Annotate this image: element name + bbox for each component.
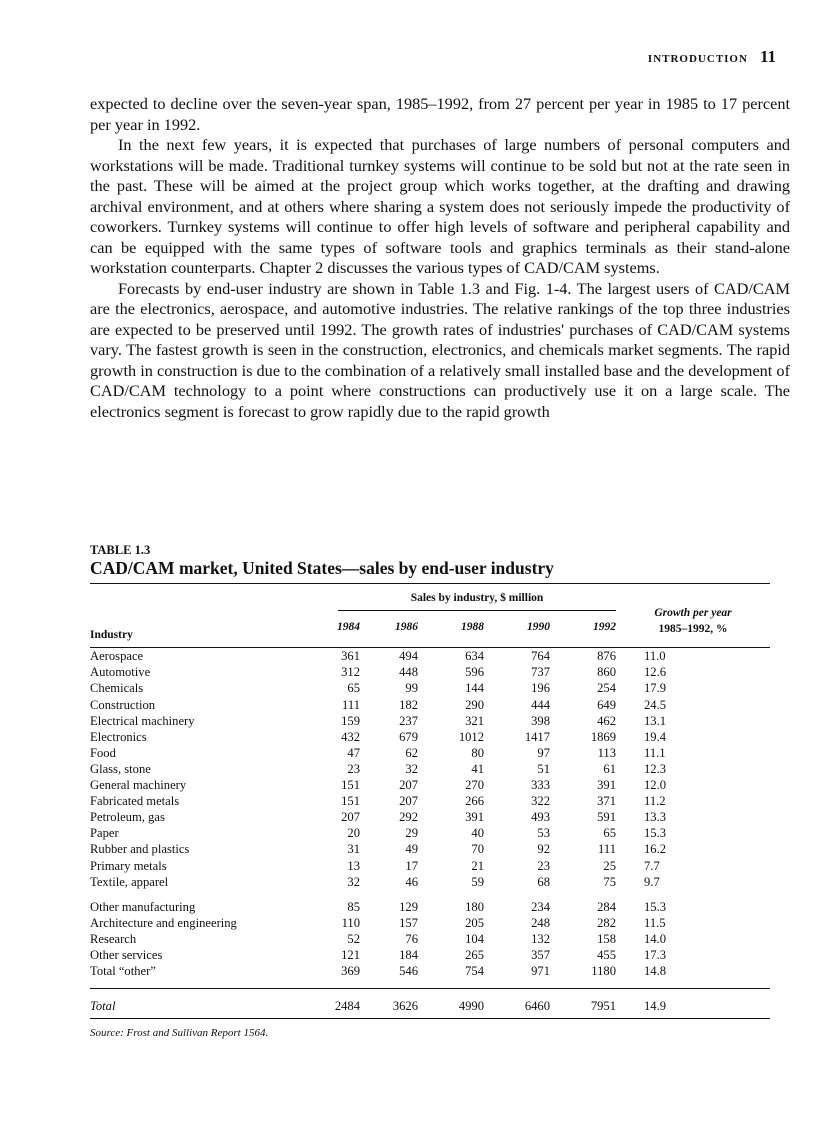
- sales-value: 265: [465, 947, 484, 962]
- sales-value: 59: [471, 874, 484, 889]
- industry-name: General machinery: [90, 778, 187, 793]
- group-header: Sales by industry, $ million: [338, 590, 616, 611]
- sales-value: 159: [341, 713, 360, 728]
- sales-value: 132: [531, 931, 550, 946]
- sales-value: 649: [597, 697, 616, 712]
- sales-value: 596: [465, 665, 484, 680]
- sales-value: 13: [347, 858, 360, 873]
- table-row: [90, 729, 770, 745]
- sales-value: 40: [471, 826, 484, 841]
- total-growth: 14.9: [616, 995, 770, 1019]
- total-value: 7951: [550, 995, 616, 1019]
- sales-value: 32: [347, 874, 360, 889]
- sales-value: 92: [537, 842, 550, 857]
- sales-value: 444: [531, 697, 550, 712]
- sales-value: 860: [597, 665, 616, 680]
- sales-value: 31: [347, 842, 360, 857]
- growth-header-line-1: Growth per year: [654, 607, 732, 620]
- sales-value: 80: [471, 745, 484, 760]
- sales-value: 97: [537, 745, 550, 760]
- sales-value: 47: [347, 745, 360, 760]
- industry-name: Chemicals: [90, 681, 144, 696]
- total-value: 6460: [484, 995, 550, 1019]
- sales-value: 270: [465, 778, 484, 793]
- sales-value: 51: [537, 761, 550, 776]
- industry-name: Research: [90, 931, 137, 946]
- table-row: [90, 931, 770, 947]
- sales-value: 234: [531, 899, 550, 914]
- table-body-main: [90, 648, 770, 890]
- growth-value: 24.5: [644, 697, 667, 712]
- sales-value: 679: [399, 729, 418, 744]
- table-row: [90, 809, 770, 825]
- growth-value: 15.3: [644, 899, 667, 914]
- total-label: Total: [90, 995, 308, 1019]
- growth-value: 12.3: [644, 761, 667, 776]
- total-value: 2484: [308, 995, 360, 1019]
- sales-value: 21: [471, 858, 484, 873]
- industry-name: Food: [90, 745, 116, 760]
- sales-value: 70: [471, 842, 484, 857]
- industry-name: Other manufacturing: [90, 899, 196, 914]
- sales-value: 111: [598, 842, 616, 857]
- sales-value: 357: [531, 947, 550, 962]
- growth-header-line-2: 1985–1992, %: [658, 623, 728, 636]
- sales-value: 462: [597, 713, 616, 728]
- table-row: [90, 761, 770, 777]
- industry-name: Textile, apparel: [90, 874, 169, 889]
- sales-value: 29: [405, 826, 418, 841]
- sales-value: 196: [531, 681, 550, 696]
- running-head: INTRODUCTION: [647, 53, 748, 65]
- sales-value: 371: [597, 794, 616, 809]
- table-title: CAD/CAM market, United States—sales by end-user industry: [90, 558, 554, 578]
- growth-value: 11.1: [644, 745, 666, 760]
- sales-value: 46: [405, 874, 418, 889]
- sales-value: 248: [531, 915, 550, 930]
- sales-value: 49: [405, 842, 418, 857]
- sales-value: 591: [597, 810, 616, 825]
- industry-name: Automotive: [90, 665, 151, 680]
- sales-value: 65: [347, 681, 360, 696]
- table-row: [90, 874, 770, 890]
- sales-value: 85: [347, 899, 360, 914]
- industry-name: Architecture and engineering: [90, 915, 237, 930]
- paragraph-2: In the next few years, it is expected that purchases of large numbers of personal computers and workstations will be made. Traditional turnkey systems will continue to be sold but not at the rate seen in the past. These will be aimed at the project group which works together, at the drafting and drawing archival environment, and at others where sharing a system does not seriously impede the productivity of coworkers. Turnkey systems will continue to offer high levels of software and peripheral capability and can be equipped with the same types of software tools and graphics terminals as their stand-alone workstation counterparts. Chapter 2 discusses the various types of CAD/CAM systems.: [90, 135, 790, 277]
- sales-value: 76: [405, 931, 418, 946]
- industry-name: Primary metals: [90, 858, 167, 873]
- industry-name: Electronics: [90, 729, 147, 744]
- table-row: [90, 664, 770, 680]
- table-body-other: [90, 899, 770, 979]
- sales-value: 391: [597, 778, 616, 793]
- sales-value: 494: [399, 649, 418, 664]
- sales-value: 23: [347, 761, 360, 776]
- industry-name: Total “other”: [90, 964, 156, 979]
- growth-value: 9.7: [644, 874, 660, 889]
- sales-value: 448: [399, 665, 418, 680]
- sales-value: 493: [531, 810, 550, 825]
- growth-value: 11.0: [644, 649, 666, 664]
- col-header-year: 1992: [550, 611, 616, 648]
- table-row: [90, 680, 770, 696]
- sales-value: 110: [341, 915, 360, 930]
- table-row: [90, 777, 770, 793]
- sales-value: 322: [531, 794, 550, 809]
- sales-value: 41: [471, 761, 484, 776]
- table-row: [90, 841, 770, 857]
- industry-name: Rubber and plastics: [90, 842, 190, 857]
- industry-name: Construction: [90, 697, 156, 712]
- table-row: [90, 793, 770, 809]
- industry-name: Aerospace: [90, 649, 144, 664]
- sales-value: 237: [399, 713, 418, 728]
- industry-name: Paper: [90, 826, 119, 841]
- sales-value: 333: [531, 778, 550, 793]
- table-row: [90, 825, 770, 841]
- sales-value: 113: [597, 745, 616, 760]
- sales-value: 99: [405, 681, 418, 696]
- industry-name: Fabricated metals: [90, 794, 180, 809]
- table-row: [90, 697, 770, 713]
- sales-value: 207: [341, 810, 360, 825]
- sales-value: 546: [399, 964, 418, 979]
- growth-value: 14.8: [644, 964, 667, 979]
- sales-value: 111: [342, 697, 360, 712]
- sales-value: 398: [531, 713, 550, 728]
- sales-value: 1012: [458, 729, 484, 744]
- sales-value: 971: [531, 964, 550, 979]
- sales-value: 65: [603, 826, 616, 841]
- table-row: [90, 899, 770, 915]
- data-table: [90, 584, 770, 1019]
- sales-value: 205: [465, 915, 484, 930]
- sales-value: 266: [465, 794, 484, 809]
- sales-value: 292: [399, 810, 418, 825]
- sales-value: 23: [537, 858, 550, 873]
- sales-value: 62: [405, 745, 418, 760]
- sales-value: 254: [597, 681, 616, 696]
- table-row: [90, 745, 770, 761]
- industry-name: Petroleum, gas: [90, 810, 165, 825]
- table-label: TABLE 1.3: [90, 543, 151, 557]
- sales-value: 282: [597, 915, 616, 930]
- paragraph-3: Forecasts by end-user industry are shown in Table 1.3 and Fig. 1-4. The largest users of CAD/CAM are the electronics, aerospace, and automotive industries. The relative rankings of the top three industries are expected to be preserved until 1992. The growth rates of industries' purchases of CAD/CAM systems vary. The fastest growth is seen in the construction, electronics, and chemicals market segments. The rapid growth in construction is due to the combination of a relatively small installed base and the development of CAD/CAM technology to a point where constructions can productively use it on a large scale. The electronics segment is forecast to grow rapidly due to the rapid growth: [90, 278, 790, 421]
- sales-value: 634: [465, 649, 484, 664]
- sales-value: 737: [531, 665, 550, 680]
- sales-value: 151: [341, 778, 360, 793]
- sales-value: 144: [465, 681, 484, 696]
- sales-value: 1417: [524, 729, 550, 744]
- sales-value: 157: [399, 915, 418, 930]
- growth-value: 17.3: [644, 947, 667, 962]
- sales-value: 61: [603, 761, 616, 776]
- table-row: [90, 915, 770, 931]
- sales-value: 129: [399, 899, 418, 914]
- industry-name: Electrical machinery: [90, 713, 195, 728]
- sales-value: 369: [341, 964, 360, 979]
- col-header-industry: Industry: [90, 611, 308, 648]
- sales-value: 158: [597, 931, 616, 946]
- sales-value: 207: [399, 778, 418, 793]
- sales-value: 104: [465, 931, 484, 946]
- source-note: Source: Frost and Sullivan Report 1564.: [90, 1027, 269, 1040]
- sales-value: 876: [597, 649, 616, 664]
- sales-value: 151: [341, 794, 360, 809]
- growth-value: 13.1: [644, 713, 667, 728]
- sales-value: 52: [347, 931, 360, 946]
- sales-value: 32: [405, 761, 418, 776]
- sales-value: 455: [597, 947, 616, 962]
- total-row: [90, 995, 770, 1019]
- sales-value: 184: [399, 947, 418, 962]
- growth-value: 13.3: [644, 810, 667, 825]
- sales-value: 207: [399, 794, 418, 809]
- growth-value: 14.0: [644, 931, 667, 946]
- industry-name: Glass, stone: [90, 761, 151, 776]
- col-header-year: 1984: [308, 611, 360, 648]
- group-header-cell: [308, 584, 616, 611]
- sales-value: 764: [531, 649, 550, 664]
- growth-value: 12.6: [644, 665, 667, 680]
- sales-value: 290: [465, 697, 484, 712]
- col-header-year: 1988: [418, 611, 484, 648]
- growth-value: 16.2: [644, 842, 667, 857]
- col-header-year: 1990: [484, 611, 550, 648]
- total-value: 4990: [418, 995, 484, 1019]
- total-value: 3626: [360, 995, 418, 1019]
- sales-value: 1869: [590, 729, 616, 744]
- growth-value: 12.0: [644, 778, 667, 793]
- body-text: [90, 94, 790, 422]
- sales-value: 321: [465, 713, 484, 728]
- sales-value: 20: [347, 826, 360, 841]
- sales-value: 754: [465, 964, 484, 979]
- growth-value: 11.2: [644, 794, 666, 809]
- table-row: [90, 648, 770, 665]
- growth-value: 15.3: [644, 826, 667, 841]
- sales-value: 312: [341, 665, 360, 680]
- table-row: [90, 963, 770, 979]
- table-row: [90, 713, 770, 729]
- sales-value: 180: [465, 899, 484, 914]
- sales-value: 182: [399, 697, 418, 712]
- sales-value: 391: [465, 810, 484, 825]
- col-header-year: 1986: [360, 611, 418, 648]
- paragraph-1: expected to decline over the seven-year span, 1985–1992, from 27 percent per year in 1985 to 17 percent per year in 1992.: [90, 94, 790, 134]
- table-row: [90, 947, 770, 963]
- sales-value: 361: [341, 649, 360, 664]
- page-header: [648, 47, 776, 67]
- sales-value: 121: [341, 947, 360, 962]
- sales-value: 284: [597, 899, 616, 914]
- sales-value: 432: [341, 729, 360, 744]
- growth-value: 19.4: [644, 729, 667, 744]
- sales-value: 17: [405, 858, 418, 873]
- table-row: [90, 858, 770, 874]
- sales-value: 68: [537, 874, 550, 889]
- page-number: 11: [759, 47, 776, 66]
- col-header-growth: [616, 605, 770, 642]
- growth-value: 17.9: [644, 681, 667, 696]
- sales-value: 53: [537, 826, 550, 841]
- table-block: [90, 543, 770, 1039]
- industry-name: Other services: [90, 947, 163, 962]
- sales-value: 25: [603, 858, 616, 873]
- growth-value: 7.7: [644, 858, 660, 873]
- sales-value: 1180: [591, 964, 616, 979]
- growth-value: 11.5: [644, 915, 666, 930]
- sales-value: 75: [603, 874, 616, 889]
